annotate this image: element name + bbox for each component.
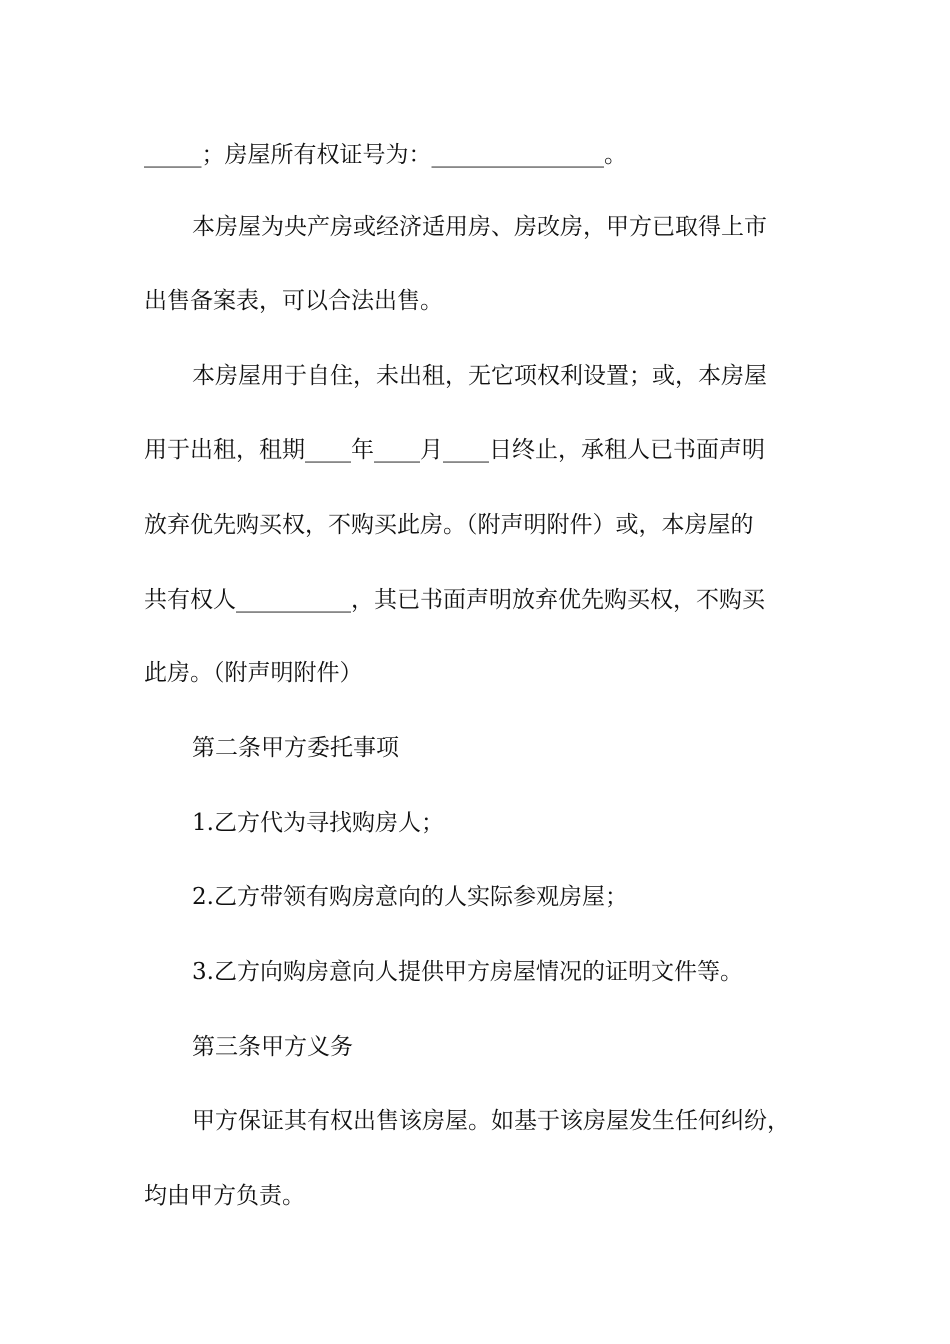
paragraph-usage-line-5: 此房。（附声明附件） [144,660,363,686]
paragraph-obligation-line-1: 甲方保证其有权出售该房屋。如基于该房屋发生任何纠纷， [192,1108,790,1134]
article-3-heading: 第三条甲方义务 [192,1034,353,1060]
paragraph-obligation-line-2: 均由甲方负责。 [144,1183,305,1209]
paragraph-housing-type-line-2: 出售备案表，可以合法出售。 [144,288,443,314]
list-item-1: 1.乙方代为寻找购房人； [192,810,444,836]
list-item-2: 2.乙方带领有购房意向的人实际参观房屋； [192,884,628,910]
paragraph-usage-line-3: 放弃优先购买权，不购买此房。（附声明附件）或，本房屋的 [144,512,754,538]
paragraph-usage-line-2: 用于出租，租期____年____月____日终止，承租人已书面声明 [144,437,765,463]
article-2-heading: 第二条甲方委托事项 [192,735,399,761]
paragraph-usage-line-4: 共有权人__________，其已书面声明放弃优先购买权，不购买 [144,587,765,613]
property-cert-number-line: _____；房屋所有权证号为：_______________。 [144,142,627,168]
list-item-3: 3.乙方向购房意向人提供甲方房屋情况的证明文件等。 [192,959,743,985]
paragraph-housing-type-line-1: 本房屋为央产房或经济适用房、房改房，甲方已取得上市 [192,214,767,240]
paragraph-usage-line-1: 本房屋用于自住，未出租，无它项权利设置；或，本房屋 [192,363,767,389]
